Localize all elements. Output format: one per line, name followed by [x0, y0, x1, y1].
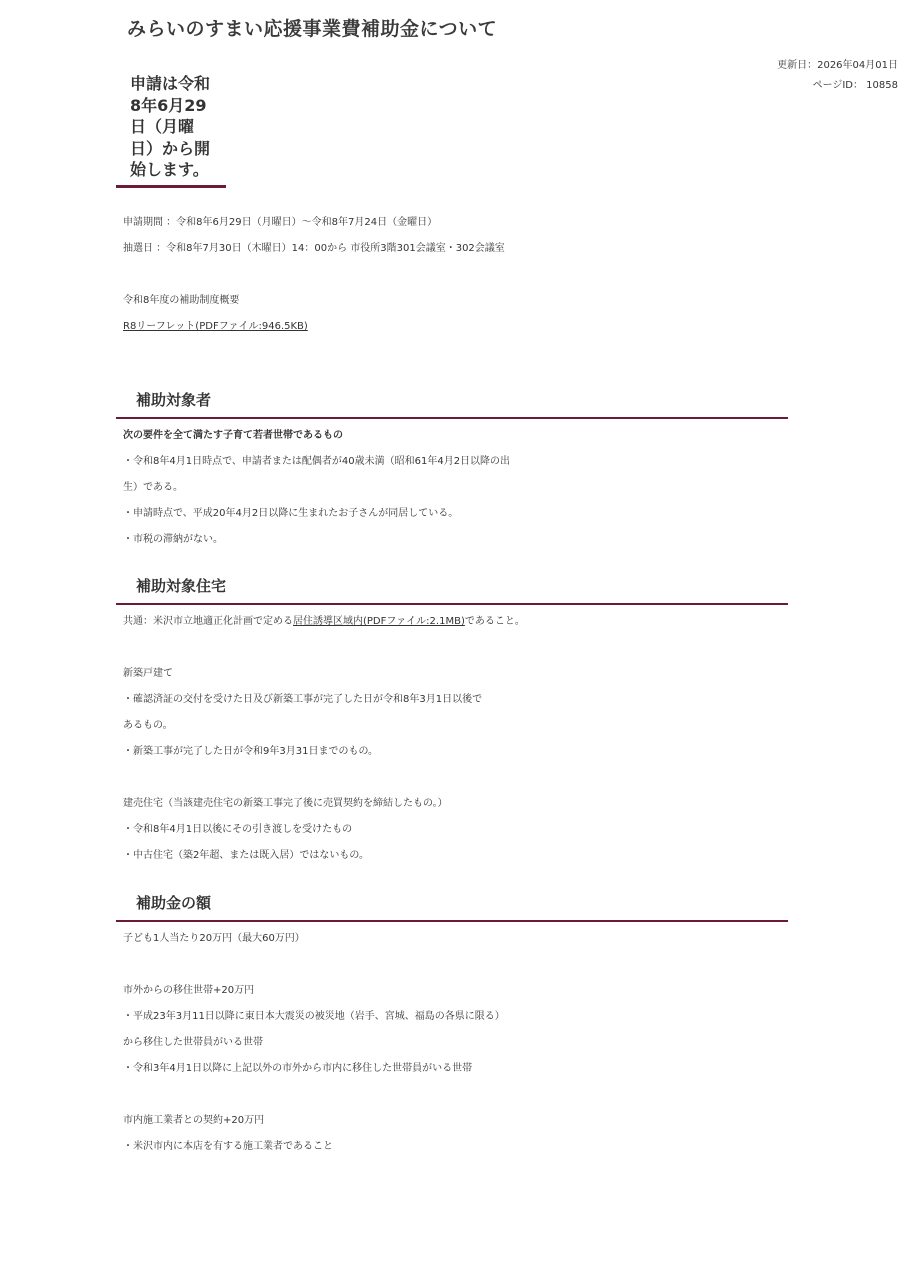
subsidy-base: 子ども1人当たり20万円（最大60万円） — [123, 933, 305, 944]
notice-heading — [116, 73, 226, 188]
leaflet-line — [123, 320, 308, 334]
list-item: ・米沢市内に本店を有する施工業者であること — [123, 1141, 333, 1152]
page-title: みらいのすまい応援事業費補助金について — [127, 18, 498, 40]
list-item: ・申請時点で、平成20年4月2日以降に生まれたお子さんが同居している。 — [123, 508, 459, 519]
leaflet-pdf-link[interactable]: R8リーフレット(PDFファイル:946.5KB) — [123, 321, 308, 332]
list-item: 生）である。 — [123, 482, 183, 493]
section-heading-eligible-housing: 補助対象住宅 — [116, 575, 788, 605]
housing-common-prefix: 共通：米沢市立地適正化計画で定める — [123, 616, 293, 627]
list-item: から移住した世帯員がいる世帯 — [123, 1037, 263, 1048]
migration-label: 市外からの移住世帯+20万円 — [123, 985, 255, 996]
list-item: ・平成23年3月11日以降に東日本大震災の被災地（岩手、宮城、福島の各県に限る） — [123, 1011, 505, 1022]
list-item: あるもの。 — [123, 720, 173, 731]
page-id: ページID： 10858 — [812, 80, 898, 91]
application-period: 申請期間 ：令和8年6月29日（月曜日）～令和8年7月24日（金曜日） — [123, 217, 438, 228]
section-heading-eligible-persons: 補助対象者 — [116, 389, 788, 419]
page-meta — [777, 56, 898, 96]
overview-label: 令和8年度の補助制度概要 — [123, 295, 240, 306]
list-item: ・令和8年4月1日時点で、申請者または配偶者が40歳未満（昭和61年4月2日以降の出 — [123, 456, 511, 467]
list-item: ・中古住宅（築2年超、または既入居）ではないもの。 — [123, 850, 369, 861]
section-heading-subsidy-amount: 補助金の額 — [116, 892, 788, 922]
list-item: ・令和3年4月1日以降に上記以外の市外から市内に移住した世帯員がいる世帯 — [123, 1063, 473, 1074]
list-item: ・市税の滞納がない。 — [123, 534, 223, 545]
list-item: ・令和8年4月1日以後にその引き渡しを受けたもの — [123, 824, 353, 835]
eligible-persons-lead: 次の要件を全て満たす子育て若者世帯であるもの — [123, 430, 343, 441]
list-item: ・確認済証の交付を受けた日及び新築工事が完了した日が令和8年3月1日以後で — [123, 694, 483, 705]
local-contractor-label: 市内施工業者との契約+20万円 — [123, 1115, 265, 1126]
list-item: ・新築工事が完了した日が令和9年3月31日までのもの。 — [123, 746, 379, 757]
housing-common-suffix: であること。 — [464, 616, 525, 627]
notice-text: 申請は令和8年6月29日（月曜日）から開始します。 — [130, 74, 211, 179]
housing-common-requirement — [123, 615, 525, 629]
new-build-label: 新築戸建て — [123, 668, 173, 679]
updated-date: 更新日：2026年04月01日 — [777, 60, 898, 71]
residence-area-pdf-link[interactable]: 居住誘導区域内(PDFファイル:2.1MB) — [293, 616, 465, 627]
lottery-date: 抽選日 ：令和8年7月30日（木曜日）14：00から 市役所3階301会議室・302会議室 — [123, 243, 505, 254]
ready-built-label: 建売住宅（当該建売住宅の新築工事完了後に売買契約を締結したもの。） — [123, 798, 448, 809]
